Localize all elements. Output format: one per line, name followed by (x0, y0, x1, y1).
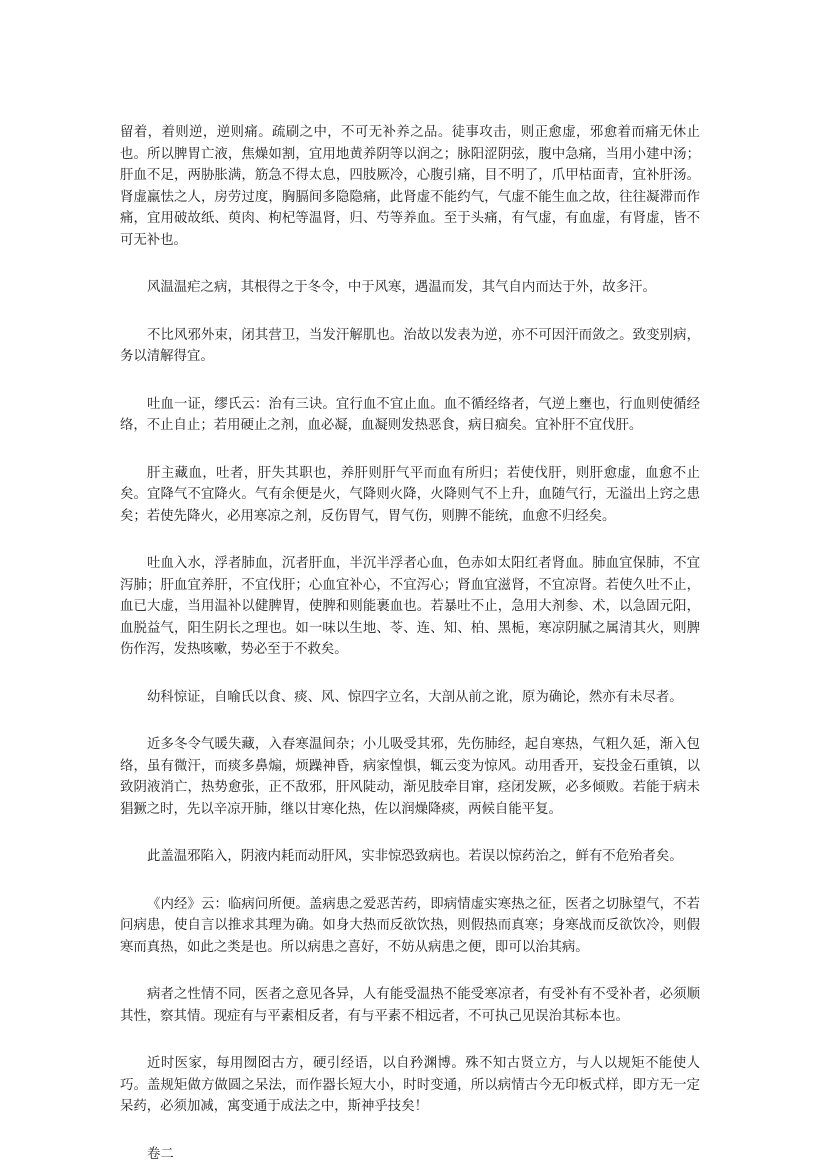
paragraph: 近时医家，每用囫囵古方，硬引经语，以自矜渊博。殊不知古贤立方，与人以规矩不能使人巧。盖规矩做方做圆之呆法，而作器长短大小，时时变通，所以病情古今无印板式样，即方无一定呆药，必须加减，寓变通于成法之中，斯神乎技矣！ (120, 1053, 700, 1118)
paragraph: 吐血一证，缪氏云：治有三诀。宜行血不宜止血。血不循经络者，气逆上壅也，行血则使循经络，不止自止；若用硬止之剂，血必凝，血凝则发热恶食，病日痼矣。宜补肝不宜伐肝。 (120, 394, 700, 437)
paragraph-continuation: 留着，着则逆，逆则痛。疏刷之中，不可无补养之品。徒事攻击，则正愈虚，邪愈着而痛无休止也。所以脾胃亡液，焦燥如割，宜用地黄养阴等以润之；脉阳涩阴弦，腹中急痛，当用小建中汤；肝血不足，两胁胀满，筋急不得太息，四肢厥冷，心腹引痛，目不明了，爪甲枯面青，宜补肝汤。肾虚羸怯之人，房劳过度，胸膈间多隐隐痛，此肾虚不能约气，气虚不能生血之故，往往凝滞而作痛，宜用破故纸、萸肉、枸杞等温肾，归、芍等养血。至于头痛，有气虚，有血虚，有肾虚，皆不可无补也。 (120, 122, 700, 251)
volume-heading: 卷二 (120, 1144, 700, 1165)
paragraph: 幼科惊证，自喻氏以食、痰、风、惊四字立名，大剖从前之讹，原为确论，然亦有未尽者。 (120, 687, 700, 709)
paragraph: 《内经》云：临病问所便。盖病患之爱恶苦药，即病情虚实寒热之征，医者之切脉望气，不若问病患，使自言以推求其理为确。如身大热而反欲饮热，则假热而真寒；身寒战而反欲饮冷，则假寒而真热，如此之类是也。所以病患之喜好，不妨从病患之便，即可以治其病。 (120, 894, 700, 959)
paragraph: 肝主藏血，吐者，肝失其职也，养肝则肝气平而血有所归；若使伐肝，则肝愈虚，血愈不止矣。宜降气不宜降火。气有余便是火，气降则火降，火降则气不上升，血随气行，无溢出上窍之患矣；若使先降火，必用寒凉之剂，反伤胃气，胃气伤，则脾不能统，血愈不归经矣。 (120, 463, 700, 528)
paragraph: 近多冬令气暖失藏，入春寒温间杂；小儿吸受其邪，先伤肺经，起自寒热，气粗久延，渐入包络，虽有微汗，而痰多鼻煽，烦躁神昏，病家惶惧，辄云变为惊风。动用香开，妄投金石重镇，以致阴液消亡，热势愈张，正不敌邪，肝风陡动，渐见肢牵目窜，痉闭发厥，必多倾败。若能于病未猖獗之时，先以辛凉开肺，继以甘寒化热，佐以润燥降痰，两候自能平复。 (120, 734, 700, 820)
document-page (120, 122, 700, 1165)
paragraph: 此盖温邪陷入，阴液内耗而动肝风，实非惊恐致病也。若误以惊药治之，鲜有不危殆者矣。 (120, 846, 700, 868)
paragraph: 不比风邪外束，闭其营卫，当发汗解肌也。治故以发表为逆，亦不可因汗而敛之。致变别病，务以清解得宜。 (120, 325, 700, 368)
paragraph: 风温温疟之病，其根得之于冬令，中于风寒，遇温而发，其气自内而达于外，故多汗。 (120, 277, 700, 299)
paragraph: 吐血入水，浮者肺血，沉者肝血，半沉半浮者心血，色赤如太阳红者肾血。肺血宜保肺，不宜泻肺；肝血宜养肝，不宜伐肝；心血宜补心，不宜泻心；肾血宜滋肾，不宜凉肾。若使久吐不止，血已大虚，当用温补以健脾胃，使脾和则能裹血也。若暴吐不止，急用大剂参、术，以急固元阳，血脱益气，阳生阴长之理也。如一味以生地、苓、连、知、柏、黑栀，寒凉阴腻之属清其火，则脾伤作泻，发热咳嗽，势必至于不救矣。 (120, 553, 700, 661)
paragraph: 病者之性情不同，医者之意见各异，人有能受温热不能受寒凉者，有受补有不受补者，必须顺其性，察其情。现症有与平素相反者，有与平素不相远者，不可执己见误治其标本也。 (120, 984, 700, 1027)
